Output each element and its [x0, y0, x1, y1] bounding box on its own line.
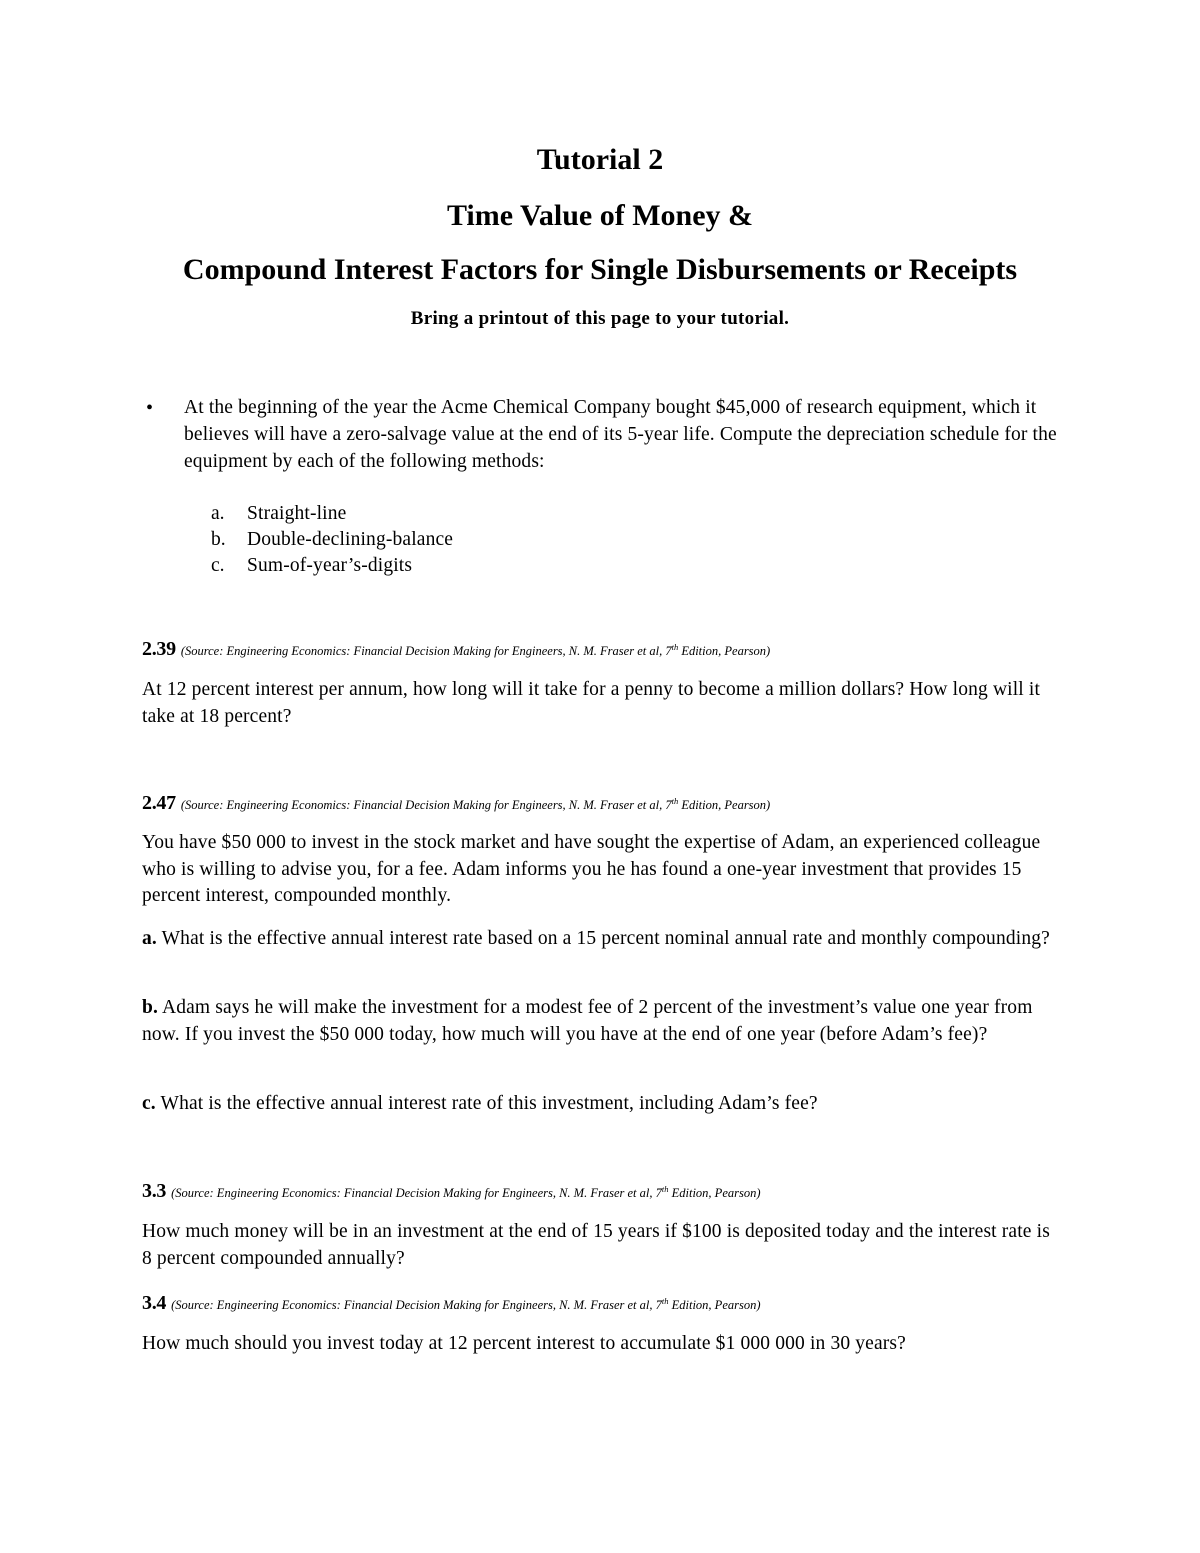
- part-label: b.: [142, 997, 159, 1018]
- source-citation: (Source: Engineering Economics: Financial Decision Making for Engineers, N. M. Fraser et al, 7th Edition, Pearson): [171, 1296, 761, 1313]
- printout-instruction: Bring a printout of this page to your tutorial.: [410, 308, 790, 329]
- question-text: At 12 percent interest per annum, how long will it take for a penny to become a million dollars? How long will it take at 18 percent?: [142, 679, 1041, 727]
- question-number: 3.4: [142, 1292, 167, 1315]
- subtitle-compound-interest: Compound Interest Factors for Single Disbursements or Receipts: [182, 253, 1018, 286]
- list-item-sum-of-years: Sum-of-year’s-digits: [247, 555, 413, 576]
- list-item-letter: a.: [211, 503, 225, 524]
- source-citation: (Source: Engineering Economics: Financial Decision Making for Engineers, N. M. Fraser et al, 7th Edition, Pearson): [180, 642, 771, 659]
- question-number: 2.47: [142, 792, 176, 815]
- question-number: 3.3: [142, 1180, 167, 1203]
- question-heading: [142, 635, 770, 664]
- depreciation-question: At the beginning of the year the Acme Chemical Company bought $45,000 of research equipment, which it believes will have a zero-salvage value at the end of its 5-year life. Compute the depreciation schedule for the equipment by each of the following methods:: [184, 397, 1057, 472]
- page-title: Tutorial 2: [536, 143, 664, 176]
- question-number: 2.39: [142, 638, 176, 661]
- list-item-letter: c.: [211, 555, 225, 576]
- list-item-straight-line: Straight-line: [247, 503, 347, 524]
- list-item-letter: b.: [211, 529, 226, 550]
- source-citation: (Source: Engineering Economics: Financial Decision Making for Engineers, N. M. Fraser et al, 7th Edition, Pearson): [171, 1184, 761, 1201]
- question-heading: [142, 789, 770, 818]
- question-heading: [142, 1289, 761, 1318]
- question-part-a: a. What is the effective annual interest rate based on a 15 percent nominal annual rate and monthly compounding?: [142, 928, 1050, 949]
- bullet-marker: •: [146, 397, 154, 419]
- list-item-double-declining: Double-declining-balance: [247, 529, 454, 550]
- question-text: You have $50 000 to invest in the stock market and have sought the expertise of Adam, an experienced colleague who is willing to advise you, for a fee. Adam informs you he has found a one-year investment that provides 15 percent interest, compounded monthly.: [142, 832, 1041, 906]
- subtitle-time-value: Time Value of Money &: [446, 199, 754, 232]
- question-text: How much should you invest today at 12 percent interest to accumulate $1 000 000 in 30 years?: [142, 1333, 906, 1354]
- question-heading: [142, 1177, 761, 1206]
- part-label: a.: [142, 928, 157, 949]
- question-part-b: b. Adam says he will make the investment for a modest fee of 2 percent of the investment’s value one year from now. If you invest the $50 000 today, how much will you have at the end of one year (before Adam’s fee)?: [142, 997, 1033, 1045]
- part-label: c.: [142, 1093, 156, 1114]
- question-part-c: c. What is the effective annual interest rate of this investment, including Adam’s fee?: [142, 1093, 818, 1114]
- source-citation: (Source: Engineering Economics: Financial Decision Making for Engineers, N. M. Fraser et al, 7th Edition, Pearson): [180, 796, 771, 813]
- question-text: How much money will be in an investment at the end of 15 years if $100 is deposited today and the interest rate is 8 percent compounded annually?: [142, 1221, 1050, 1269]
